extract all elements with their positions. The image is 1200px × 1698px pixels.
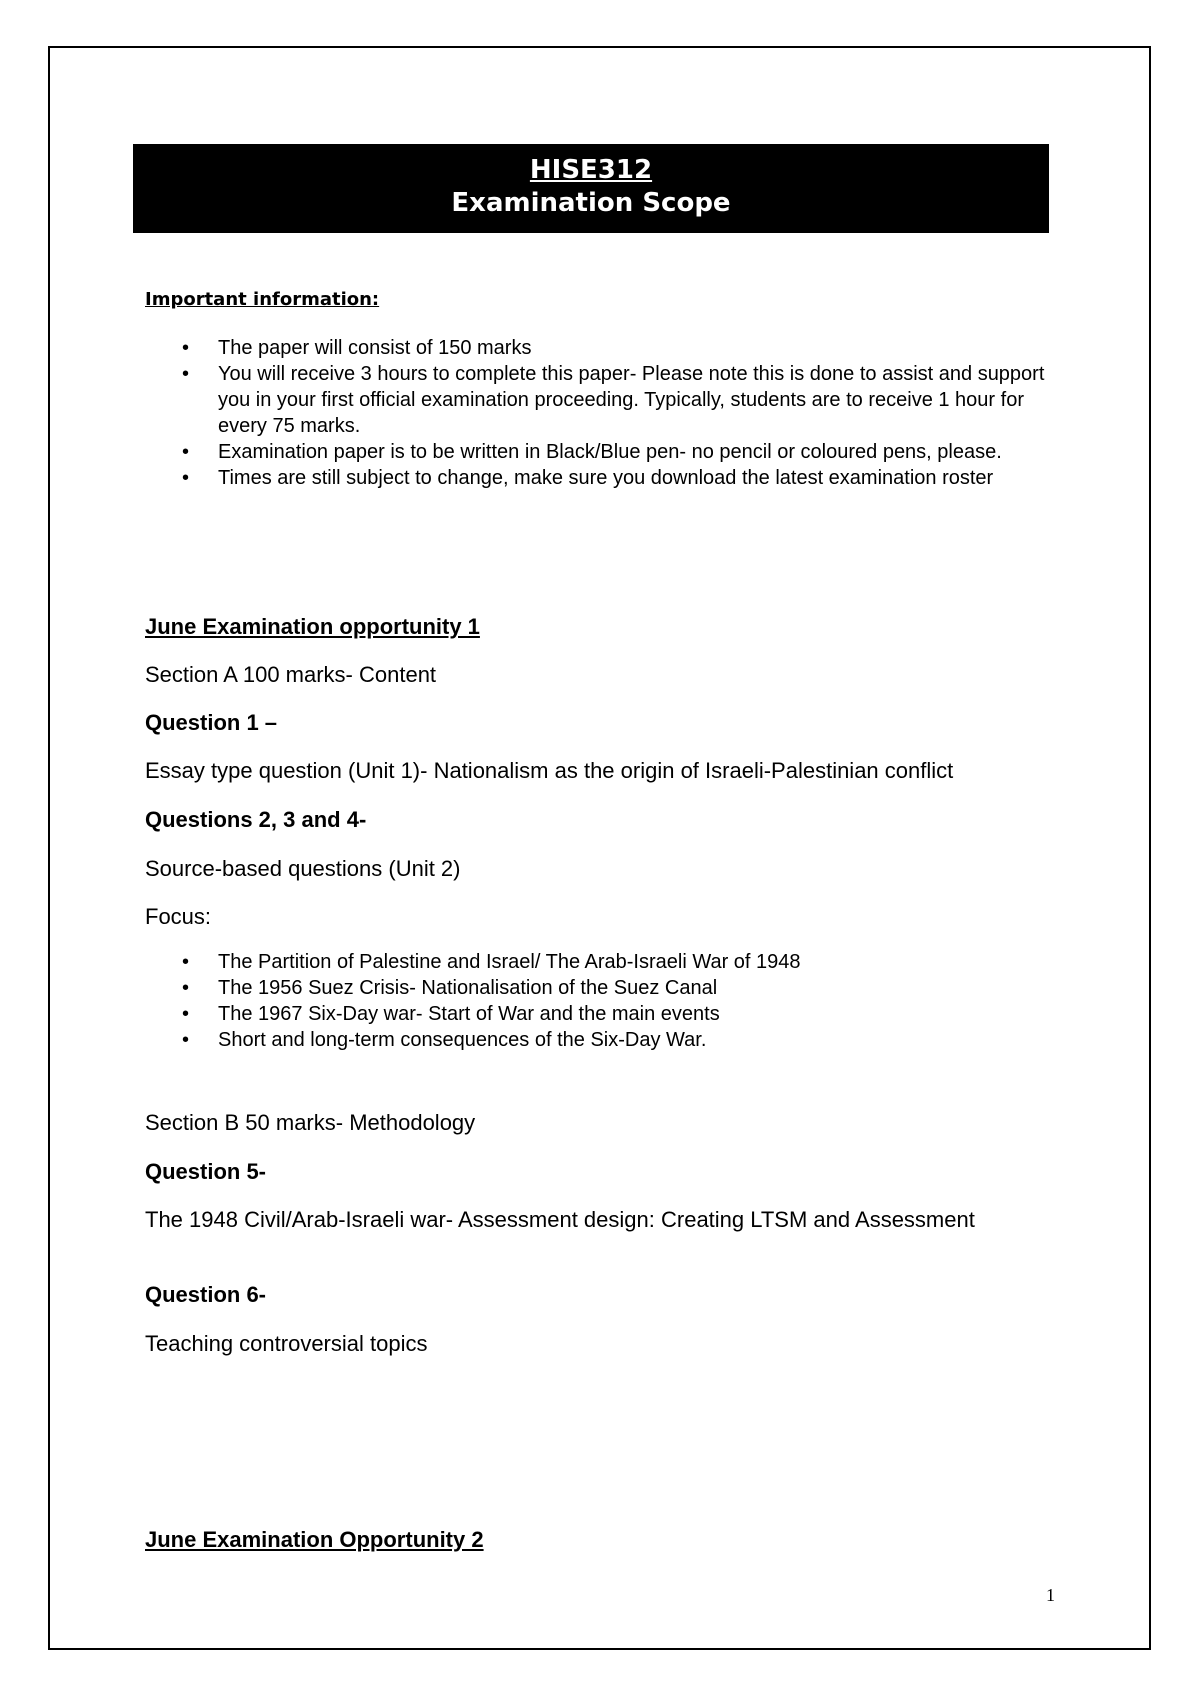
page-border (48, 46, 1151, 1650)
important-information-list (145, 335, 1065, 491)
question-1-heading: Question 1 – (145, 710, 278, 735)
focus-list (145, 949, 1065, 1053)
question-1-text: Essay type question (Unit 1)- Nationalism as the origin of Israeli-Palestinian conflict (145, 758, 954, 783)
opportunity-1-heading: June Examination opportunity 1 (145, 614, 480, 639)
questions-2-3-4-heading: Questions 2, 3 and 4- (145, 807, 367, 832)
list-item: • The paper will consist of 150 marks (145, 335, 1065, 361)
list-item: • Times are still subject to change, make sure you download the latest examination roster (145, 465, 1065, 491)
title-banner (133, 144, 1049, 233)
question-5-heading: Question 5- (145, 1159, 267, 1184)
focus-label: Focus: (145, 904, 212, 929)
list-item: • The 1956 Suez Crisis- Nationalisation of the Suez Canal (145, 975, 1065, 1001)
questions-2-3-4-text: Source-based questions (Unit 2) (145, 856, 461, 881)
list-item: • The 1967 Six-Day war- Start of War and the main events (145, 1001, 1065, 1027)
question-6-heading: Question 6- (145, 1282, 267, 1307)
list-item: • The Partition of Palestine and Israel/ The Arab-Israeli War of 1948 (145, 949, 1065, 975)
document-title: Examination Scope (451, 188, 731, 218)
list-item: • Short and long-term consequences of the Six-Day War. (145, 1027, 1065, 1053)
question-5-text: The 1948 Civil/Arab-Israeli war- Assessment design: Creating LTSM and Assessment (145, 1207, 975, 1232)
opportunity-2-heading: June Examination Opportunity 2 (145, 1527, 484, 1552)
question-6-text: Teaching controversial topics (145, 1331, 428, 1356)
course-code: HISE312 (529, 155, 653, 185)
section-a-text: Section A 100 marks- Content (145, 662, 437, 687)
list-item: • You will receive 3 hours to complete this paper- Please note this is done to assist and support you in your first official examination proceeding. Typically, students are to receive 1 hour for every 75 marks. (145, 361, 1065, 439)
list-item: • Examination paper is to be written in Black/Blue pen- no pencil or coloured pens, please. (145, 439, 1065, 465)
section-b-text: Section B 50 marks- Methodology (145, 1110, 476, 1135)
page-number: 1 (1046, 1585, 1055, 1605)
important-information-heading: Important information: (145, 289, 380, 310)
